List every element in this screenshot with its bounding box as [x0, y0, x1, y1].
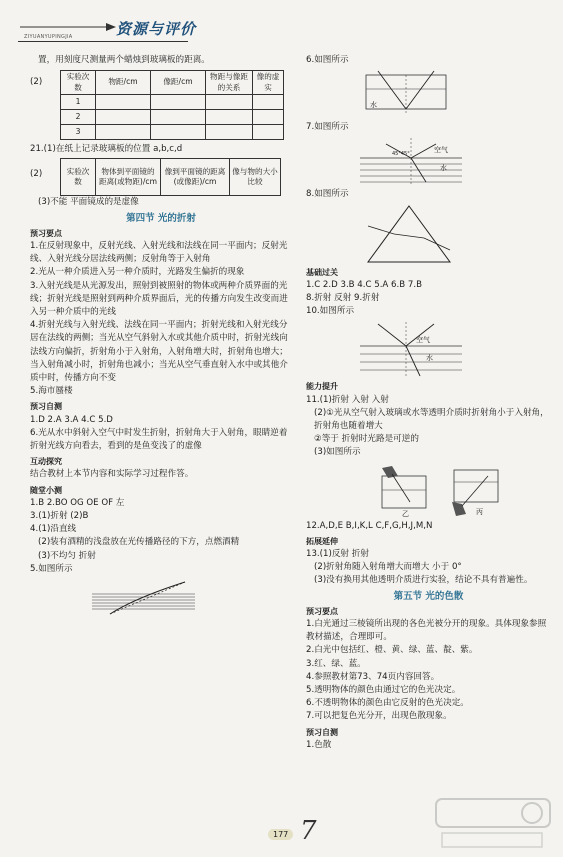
answer-line: 5.海市蜃楼	[30, 386, 73, 397]
table-2	[60, 158, 281, 196]
header-small-text: ZIYUANYUPINGJIA	[24, 34, 73, 40]
answer-line: 3.红、绿、蓝。	[306, 658, 366, 669]
answer-line: 1.在反射现象中，反射光线、入射光线和法线在同一平面内；反射光线、入射光线分居法线两侧；反射角等于入射角	[30, 241, 288, 265]
answer-line: 置，用刻度尺测量两个蜡烛到玻璃板的距离。	[38, 55, 210, 65]
left-column	[30, 54, 292, 620]
table-header-cell: 物体到平面镜的距离(或物距)/cm	[96, 159, 161, 196]
figure-label: 空气	[434, 146, 448, 155]
answer-line: (2)装有酒精的浅盘放在光传播路径的下方，点燃酒精	[38, 537, 240, 548]
header-arrow-icon	[18, 18, 118, 32]
page-number: 177	[268, 829, 293, 840]
section-title: 第四节 光的折射	[126, 212, 196, 224]
watermark-logo	[432, 795, 554, 853]
answer-line: 5.透明物体的颜色由通过它的色光决定。	[306, 685, 461, 696]
page-header	[18, 14, 548, 44]
answer-line: (3)没有换用其他透明介质进行实验，结论不具有普遍性。	[314, 575, 533, 586]
table-header-cell: 物距/cm	[96, 71, 151, 95]
table-header-cell: 实验次数	[61, 71, 96, 95]
figure-label: 乙	[402, 509, 409, 518]
subsection-label: 拓展延伸	[306, 536, 338, 546]
table-2-number: (2)	[30, 169, 43, 180]
answer-line: (3)如图所示	[314, 447, 361, 458]
answer-line: 6.如图所示	[306, 55, 349, 65]
header-title: 资源与评价	[116, 20, 197, 38]
answer-line: 13.(1)反射 折射	[306, 549, 369, 560]
answer-line: 3.(1)折射 (2)B	[30, 511, 89, 522]
right-column	[306, 54, 551, 752]
figure-label: 45°45°	[392, 151, 410, 158]
figure-label: 水	[370, 101, 377, 110]
table-cell: 1	[61, 95, 96, 110]
answer-line: 1.B 2.BO OG OE OF 左	[30, 497, 125, 508]
answer-line: (2)①光从空气射入玻璃或水等透明介质时折射角小于入射角，折射角也随着增大	[314, 407, 549, 432]
answer-line: 1.D 2.A 3.A 4.C 5.D	[30, 414, 113, 425]
answer-line: 6.光从水中斜射入空气中时发生折射，折射角大于入射角，眼睛逆着折射光线方向看去，看到的是鱼变浅了的虚像	[30, 427, 288, 452]
subsection-label: 互动探究	[30, 457, 62, 467]
answer-line: 2.白光中包括红、橙、黄、绿、蓝、靛、紫。	[306, 645, 478, 656]
figure-label: 水	[426, 354, 433, 363]
answer-line: 11.(1)折射 入射 入射	[306, 394, 389, 405]
answer-line: 8.如图所示	[306, 189, 349, 200]
table-header-cell: 像到平面镜的距离(或像距)/cm	[161, 159, 230, 196]
table-1	[60, 70, 284, 140]
table-1-number: (2)	[30, 77, 43, 88]
answer-line: 4.折射光线与入射光线、法线在同一平面内；折射光线和入射光线分居在法线的两侧；当光从空气斜射入水或其他介质中时，折射光线向法线方向偏折，折射角小于入射角，入射角增大时，折射角也增大；当入射角减小时，折射角也减小；当光从空气垂直射入水中或其他介质中时，传播方向不变	[30, 320, 288, 384]
prism-figure-8	[364, 204, 454, 264]
answer-line: (3)不能 平面镜成的是虚像	[38, 197, 139, 208]
refraction-figure-5	[90, 578, 200, 618]
answer-line: 7.可以把复色光分开，出现色散现象。	[306, 711, 452, 722]
answer-line: 21.(1)在纸上记录玻璃板的位置 a,b,c,d	[30, 144, 183, 155]
subsection-label: 随堂小测	[30, 485, 62, 495]
section-title: 第五节 光的色散	[393, 590, 464, 602]
answer-line: 3.入射光线是从光源发出，照射到被照射的物体或两种介质界面的光线；折射光线是照射到两种介质界面后，光的传播方向发生改变而进入另一种介质中的光线	[30, 280, 288, 318]
subsection-label: 预习自测	[30, 402, 62, 412]
handwritten-mark: 7	[300, 816, 317, 846]
answer-line: 4.参照教材第73、74页内容回答。	[306, 671, 440, 682]
table-1-block	[30, 70, 292, 140]
answer-line: 7.如图所示	[306, 122, 349, 133]
answer-line: 5.如图所示	[30, 563, 73, 574]
answer-line: 结合教材上本节内容和实际学习过程作答。	[30, 469, 194, 480]
subsection-label: 能力提升	[306, 382, 338, 392]
subsection-label: 预习自测	[306, 727, 338, 737]
table-header-cell: 像与物的大小比较	[230, 159, 281, 196]
table-header-cell: 物距与像距的关系	[206, 71, 253, 95]
subsection-label: 预习要点	[30, 228, 62, 238]
header-divider	[18, 41, 188, 42]
answer-line: 8.折射 反射 9.折射	[306, 293, 380, 304]
answer-line: 1.色散	[306, 739, 332, 750]
answer-line: 10.如图所示	[306, 306, 355, 317]
answer-line: ②等于 折射时光路是可逆的	[314, 434, 419, 445]
table-header-cell: 像距/cm	[151, 71, 206, 95]
subsection-label: 预习要点	[306, 606, 338, 616]
refraction-figure-11	[376, 462, 506, 518]
answer-line: (2)折射角随入射角增大而增大 小于 0°	[314, 562, 462, 573]
mirror-figure-6	[356, 69, 456, 119]
answer-line: 6.不透明物体的颜色由它反射的色光决定。	[306, 698, 469, 709]
refraction-figure-7	[356, 136, 466, 186]
table-cell: 3	[61, 125, 96, 140]
answer-line: 2.光从一种介质进入另一种介质时，光路发生偏折的现象	[30, 267, 245, 278]
answer-line: 1.C 2.D 3.B 4.C 5.A 6.B 7.B	[306, 279, 422, 290]
figure-label: 丙	[476, 507, 483, 516]
answer-line: 12.A,D,E B,I,K,L C,F,G,H,J,M,N	[306, 520, 433, 531]
answer-line: 4.(1)沿直线	[30, 524, 77, 535]
table-header-cell: 实验次数	[61, 159, 96, 196]
refraction-figure-10	[356, 320, 466, 378]
table-header-cell: 像的虚实	[253, 71, 284, 95]
answer-line: (3)不均匀 折射	[38, 550, 96, 561]
subsection-label: 基础过关	[306, 267, 338, 277]
figure-label: 水	[440, 164, 447, 173]
answer-line: 1.白光通过三棱镜所出现的各色光被分开的现象。具体现象参照教材描述，合理即可。	[306, 619, 547, 643]
table-cell: 2	[61, 110, 96, 125]
table-2-block	[30, 158, 292, 196]
figure-label: 空气	[416, 336, 430, 345]
